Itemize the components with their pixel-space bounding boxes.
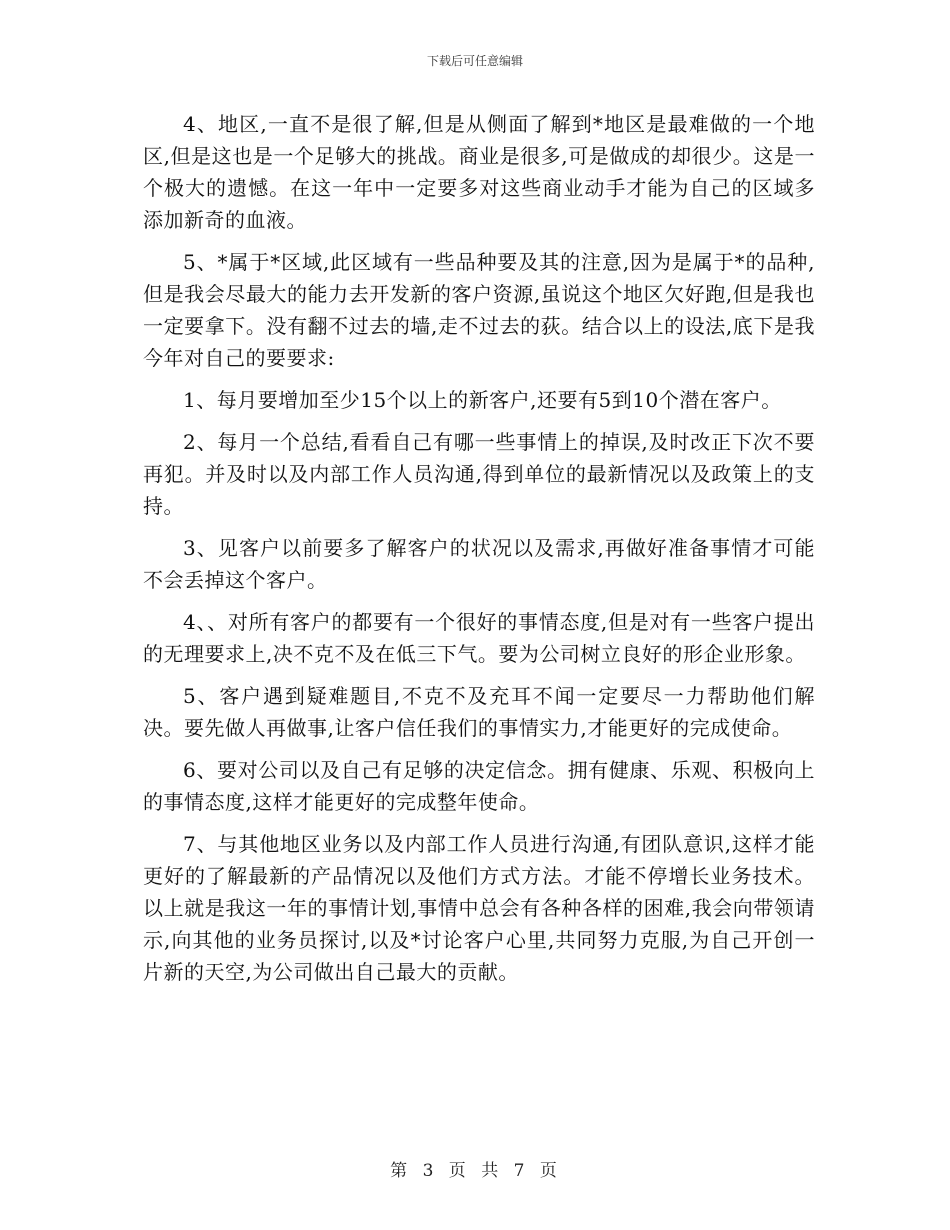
document-body [143,108,815,998]
paragraph-requirement-6: 6、要对公司以及自己有足够的决定信念。拥有健康、乐观、积极向上的事情态度,这样才能更好的完成整年使命。 [143,758,815,814]
paragraph-requirement-1: 1、每月要增加至少15个以上的新客户,还要有5到10个潜在客户。 [183,388,782,412]
paragraph-region-5: 5、*属于*区域,此区域有一些品种要及其的注意,因为是属于*的品种,但是我会尽最大的能力去开发新的客户资源,虽说这个地区欠好跑,但是我也一定要拿下。没有翻不过去的墙,走不过去的荻。结合以上的设法,底下是我今年对自己的要要求: [143,250,815,370]
paragraph-region-4: 4、地区,一直不是很了解,但是从侧面了解到*地区是最难做的一个地区,但是这也是一个足够大的挑战。商业是很多,可是做成的却很少。这是一个极大的遗憾。在这一年中一定要多对这些商业动手才能为自己的区域多添加新奇的血液。 [143,112,815,232]
paragraph-requirement-2: 2、每月一个总结,看看自己有哪一些事情上的掉误,及时改正下次不要再犯。并及时以及内部工作人员沟通,得到单位的最新情况以及政策上的支持。 [143,430,815,518]
paragraph-requirement-5: 5、客户遇到疑难题目,不克不及充耳不闻一定要尽一力帮助他们解决。要先做人再做事,让客户信任我们的事情实力,才能更好的完成使命。 [143,684,815,740]
page-number-footer: 第 3 页 共 7 页 [390,1161,560,1181]
page-header: 下载后可任意编辑 [426,54,523,68]
paragraph-requirement-7: 7、与其他地区业务以及内部工作人员进行沟通,有团队意识,这样才能更好的了解最新的产品情况以及他们方式方法。才能不停增长业务技术。以上就是我这一年的事情计划,事情中总会有各种各样的困难,我会向带领请示,向其他的业务员探讨,以及*讨论客户心里,共同努力克服,为自己开创一片新的天空,为公司做出自己最大的贡献。 [143,832,815,984]
paragraph-requirement-3: 3、见客户以前要多了解客户的状况以及需求,再做好准备事情才可能不会丢掉这个客户。 [143,536,815,592]
paragraph-requirement-4: 4、、对所有客户的都要有一个很好的事情态度,但是对有一些客户提出的无理要求上,决不克不及在低三下气。要为公司树立良好的形企业形象。 [143,610,815,666]
